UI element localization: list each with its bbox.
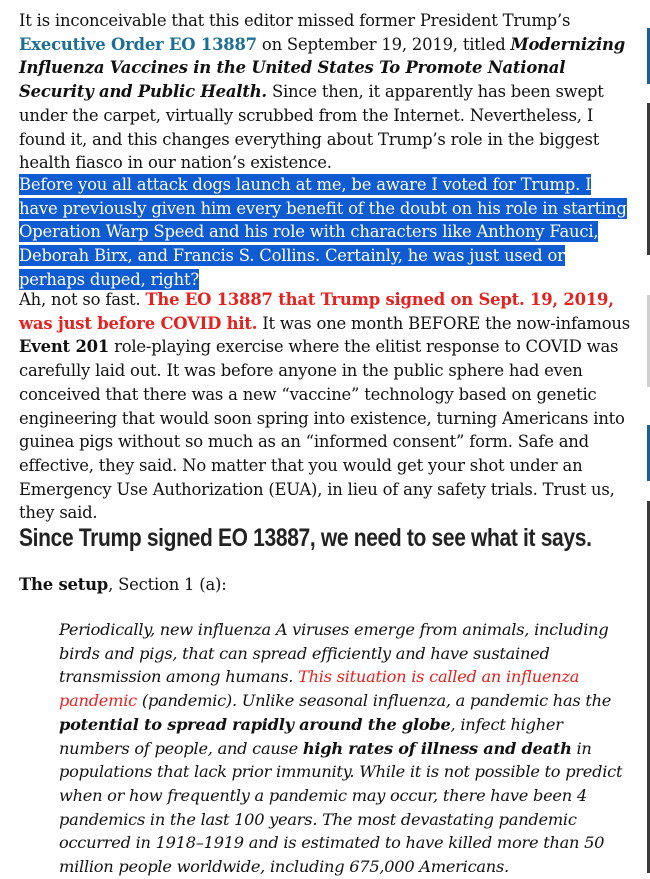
quote-bold-1: potential to spread rapidly around the globe xyxy=(59,714,451,734)
quote-text-3: , infect higher numbers of people, and cause xyxy=(59,714,563,758)
event-201: Event 201 xyxy=(19,337,110,357)
order-quote xyxy=(59,618,634,879)
quote-text-1: Periodically, new influenza A viruses emerge from animals, including birds and pigs, that can spread efficiently and have sustained transmission among humans. xyxy=(59,620,609,687)
quote-text-2: (pandemic). Unlike seasonal influenza, a pandemic has the xyxy=(136,691,612,711)
timeline-text-1: Ah, not so fast. xyxy=(19,290,146,309)
quote-text xyxy=(59,618,634,879)
paragraph-intro xyxy=(19,9,631,175)
intro-text-3: Since then, it apparently has been swept under the carpet, virtually scrubbed from the Internet. Nevertheless, I found it, and this changes everything about Trump’s role in the biggest health fiasco in our nation’s existence. xyxy=(19,82,604,173)
paragraph-highlighted[interactable] xyxy=(19,173,631,292)
quote-text-4: in populations that lack prior immunity. While it is not possible to predict when or how frequently a pandemic may occur, there have been 4 pandemics in the last 100 years. The most devastating pandemic occurred in 1918–1919 and is estimated to have killed more than 50 million people worldwide, including 675,000 Americans. xyxy=(59,738,623,877)
quote-red-emphasis: This situation is called an influenza pandemic xyxy=(59,667,580,711)
section-heading: Since Trump signed EO 13887, we need to see what it says. xyxy=(19,524,592,552)
red-emphasis: The EO 13887 that Trump signed on Sept. 19, 2019, was just before COVID hit. xyxy=(19,290,614,333)
quote-bold-2: high rates of illness and death xyxy=(302,738,572,758)
paragraph-timeline xyxy=(19,288,631,525)
executive-order-link[interactable]: Executive Order EO 13887 xyxy=(19,34,257,54)
selected-text[interactable]: Before you all attack dogs launch at me, be aware I voted for Trump. I have previously given him every benefit of the doubt on his role in starting Operation Warp Speed and his role with characters like Anthony Fauci, Deborah Birx, and Francis S. Collins. Certainly, he was just used or perhaps duped, right? xyxy=(19,175,627,289)
timeline-text-2: It was one month BEFORE the now-infamous xyxy=(257,313,630,333)
setup-line xyxy=(19,573,631,597)
intro-text-2: on September 19, 2019, titled xyxy=(256,34,511,54)
timeline-text-3: role-playing exercise where the elitist response to COVID was carefully laid out. It was before anyone in the public sphere had even conceived that there was a new “vaccine” technology based on genetic engineering that would soon spring into existence, turning Americans into guinea pigs without so much as an “informed consent” form. Safe and effective, they said. No matter that you would get your shot under an Emergency Use Authorization (EUA), in lieu of any safety trials. Trust us, they said. xyxy=(19,337,625,523)
setup-rest: , Section 1 (a): xyxy=(108,575,227,594)
intro-text-1: It is inconceivable that this editor missed former President Trump’s xyxy=(19,11,571,30)
order-title: Modernizing Influenza Vaccines in the United States To Promote National Security and Public Health. xyxy=(19,34,625,102)
setup-label: The setup xyxy=(19,575,109,594)
